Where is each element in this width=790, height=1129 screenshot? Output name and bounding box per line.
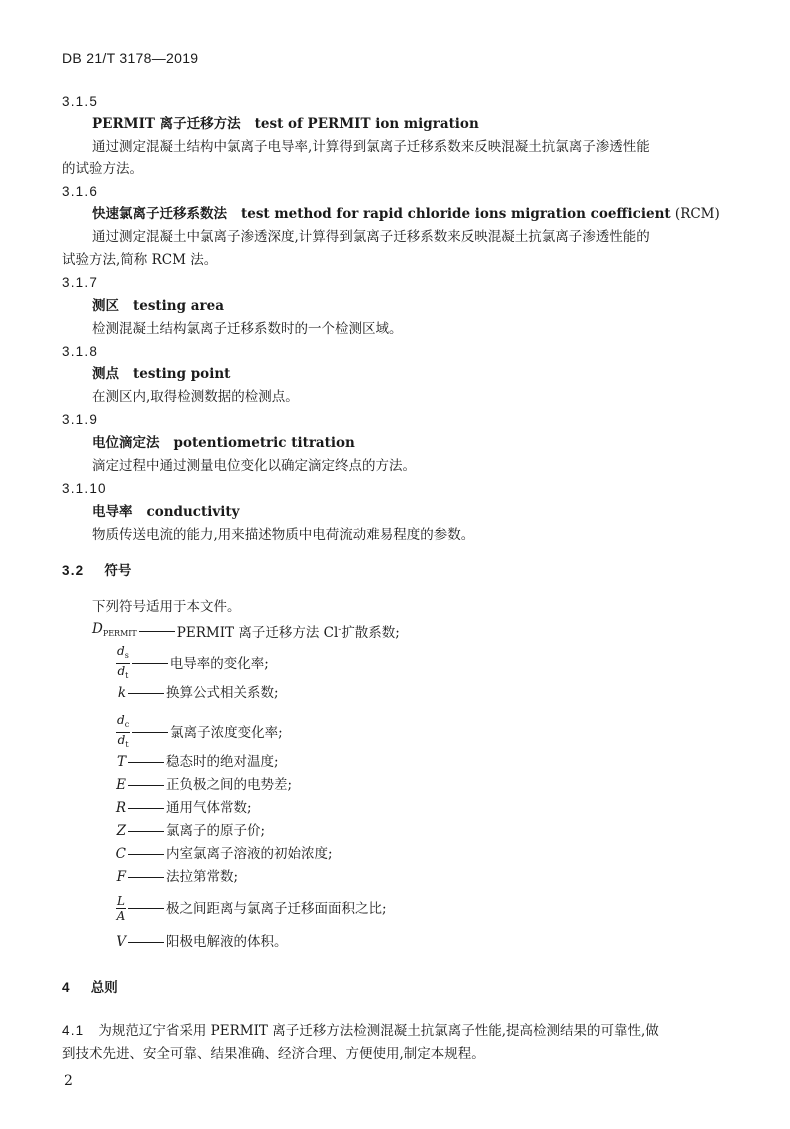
symbol-row bbox=[104, 775, 292, 795]
fraction-symbol: $\frac{L}{A}$ bbox=[116, 894, 126, 923]
symbol-row bbox=[104, 844, 333, 864]
symbol: k bbox=[117, 685, 126, 701]
term-heading bbox=[92, 364, 230, 384]
symbol-desc: 阳极电解液的体积。 bbox=[166, 934, 288, 950]
term-zh: PERMIT 离子迁移方法 bbox=[92, 116, 241, 132]
symbol-row bbox=[116, 713, 283, 752]
definition-text: 通过测定混凝土结构中氯离子电导率,计算得到氯离子迁移系数来反映混凝土抗氯离子渗透性能 bbox=[92, 139, 650, 155]
term-heading bbox=[92, 204, 720, 224]
symbol-desc: 正负极之间的电势差; bbox=[166, 777, 293, 793]
clause-text: 到技术先进、安全可靠、结果准确、经济合理、方便使用,制定本规程。 bbox=[62, 1046, 485, 1062]
term-en: testing area bbox=[133, 298, 224, 314]
symbol: E bbox=[116, 777, 126, 793]
page-number: 2 bbox=[64, 1073, 73, 1089]
definition-text: 试验方法,简称 RCM 法。 bbox=[62, 252, 218, 268]
symbol: C bbox=[115, 846, 126, 862]
symbol: V bbox=[116, 934, 126, 950]
term-zh: 电导率 bbox=[92, 504, 133, 520]
symbol-row bbox=[92, 619, 400, 644]
symbol-desc: 极之间距离与氯离子迁移面面积之比; bbox=[165, 900, 387, 917]
chapter-number: 4 bbox=[62, 980, 71, 995]
term-en: potentiometric titration bbox=[173, 435, 355, 451]
clause-number: 3.1.6 bbox=[62, 184, 99, 199]
symbol: R bbox=[115, 800, 126, 816]
clause-text: 4.1 为规范辽宁省采用 PERMIT 离子迁移方法检测混凝土抗氯离子性能,提高检测结果的可靠性,做 bbox=[62, 1023, 659, 1039]
clause-number: 3.1.5 bbox=[62, 94, 99, 109]
clause-number: 3.1.10 bbox=[62, 481, 107, 496]
definition-text: 物质传送电流的能力,用来描述物质中电荷流动难易程度的参数。 bbox=[92, 527, 475, 543]
chapter-heading bbox=[62, 978, 118, 998]
section-number: 3.2 bbox=[62, 563, 85, 578]
symbol-row bbox=[104, 752, 279, 772]
symbol: $D_{PERMIT}$ bbox=[92, 621, 137, 638]
fraction-symbol: $\frac{d_c}{d_t}$ bbox=[117, 713, 130, 749]
symbol-row bbox=[104, 932, 288, 952]
symbol-desc: 稳态时的绝对温度; bbox=[166, 754, 279, 770]
symbol-desc: 法拉第常数; bbox=[166, 869, 239, 885]
symbol-row bbox=[104, 683, 279, 703]
symbol-desc: 氯离子的原子价; bbox=[166, 823, 266, 839]
symbol-desc: 内室氯离子溶液的初始浓度; bbox=[166, 846, 333, 862]
term-zh: 测点 bbox=[92, 366, 119, 382]
term-en: testing point bbox=[133, 366, 231, 382]
clause-number: 3.1.8 bbox=[62, 344, 99, 359]
term-en: test method for rapid chloride ions migration coefficient bbox=[241, 206, 671, 222]
section-title: 符号 bbox=[104, 563, 132, 579]
symbols-intro: 下列符号适用于本文件。 bbox=[92, 599, 241, 615]
term-zh: 测区 bbox=[92, 298, 119, 314]
term-zh: 快速氯离子迁移系数法 bbox=[92, 206, 227, 222]
clause-number: 3.1.7 bbox=[62, 275, 99, 290]
clause-number: 4.1 bbox=[62, 1023, 85, 1038]
term-heading bbox=[92, 502, 239, 522]
term-heading bbox=[92, 296, 224, 316]
chapter-title: 总则 bbox=[90, 980, 118, 996]
symbol: Z bbox=[116, 823, 126, 839]
term-heading bbox=[92, 114, 479, 134]
symbol: T bbox=[116, 754, 126, 770]
term-heading bbox=[92, 433, 355, 453]
term-zh: 电位滴定法 bbox=[92, 435, 160, 451]
definition-text: 检测混凝土结构氯离子迁移系数时的一个检测区域。 bbox=[92, 321, 403, 337]
symbol-row bbox=[104, 821, 265, 841]
term-en: conductivity bbox=[146, 504, 240, 520]
symbol-row bbox=[116, 894, 387, 923]
symbol-desc: 氯离子浓度变化率; bbox=[170, 724, 283, 741]
symbol-desc: 电导率的变化率; bbox=[169, 655, 269, 672]
definition-text: 通过测定混凝土中氯离子渗透深度,计算得到氯离子迁移系数来反映混凝土抗氯离子渗透性能的 bbox=[92, 229, 650, 245]
definition-text: 在测区内,取得检测数据的检测点。 bbox=[92, 389, 299, 405]
standard-header: DB 21/T 3178—2019 bbox=[62, 50, 199, 66]
term-suffix: (RCM) bbox=[674, 206, 720, 222]
fraction-symbol: $\frac{d_s}{d_t}$ bbox=[117, 644, 129, 680]
symbol: F bbox=[116, 869, 126, 885]
symbol-row bbox=[104, 798, 252, 818]
definition-text: 的试验方法。 bbox=[62, 161, 143, 177]
symbol-row bbox=[116, 644, 269, 683]
section-heading bbox=[62, 561, 131, 581]
symbol-row bbox=[104, 867, 238, 887]
definition-text: 滴定过程中通过测量电位变化以确定滴定终点的方法。 bbox=[92, 458, 416, 474]
symbol-desc: PERMIT 离子迁移方法 Cl-扩散系数; bbox=[176, 625, 400, 641]
symbol-desc: 换算公式相关系数; bbox=[166, 685, 279, 701]
term-en: test of PERMIT ion migration bbox=[254, 116, 479, 132]
clause-number: 3.1.9 bbox=[62, 412, 99, 427]
symbol-desc: 通用气体常数; bbox=[166, 800, 252, 816]
